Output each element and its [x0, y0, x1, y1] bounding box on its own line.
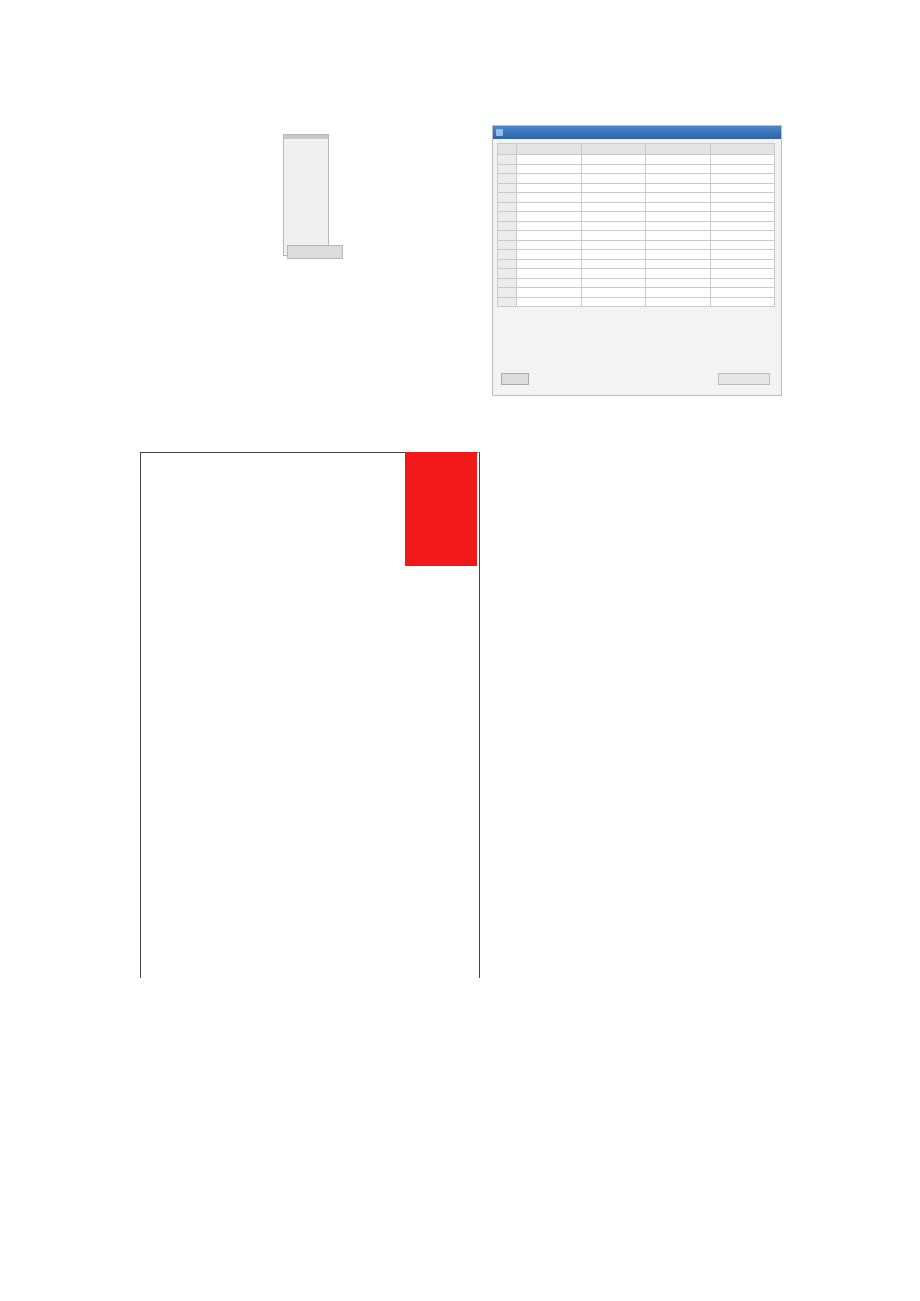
- table-cell[interactable]: [517, 183, 582, 193]
- table-cell[interactable]: [646, 202, 711, 212]
- table-cell[interactable]: [517, 231, 582, 241]
- table-cell[interactable]: [517, 259, 582, 269]
- table-cell[interactable]: [710, 174, 775, 184]
- table-cell[interactable]: [710, 240, 775, 250]
- popup-titlebar: [287, 245, 343, 259]
- table-cell[interactable]: [517, 297, 582, 307]
- table-cell[interactable]: [498, 240, 517, 250]
- table-row[interactable]: [498, 269, 775, 279]
- table-header-cell[interactable]: [498, 144, 517, 155]
- table-cell[interactable]: [498, 202, 517, 212]
- table-row[interactable]: [498, 240, 775, 250]
- table-cell[interactable]: [517, 164, 582, 174]
- table-cell[interactable]: [646, 278, 711, 288]
- dialog-table: [497, 143, 775, 307]
- table-cell[interactable]: [581, 164, 646, 174]
- table-cell[interactable]: [646, 155, 711, 165]
- table-cell[interactable]: [498, 193, 517, 203]
- table-cell[interactable]: [581, 288, 646, 298]
- table-cell[interactable]: [498, 155, 517, 165]
- table-row[interactable]: [498, 259, 775, 269]
- table-cell[interactable]: [710, 202, 775, 212]
- table-cell[interactable]: [710, 183, 775, 193]
- table-cell[interactable]: [710, 231, 775, 241]
- table-cell[interactable]: [581, 250, 646, 260]
- table-cell[interactable]: [517, 193, 582, 203]
- table-cell[interactable]: [646, 183, 711, 193]
- table-row[interactable]: [498, 193, 775, 203]
- table-cell[interactable]: [646, 250, 711, 260]
- table-cell[interactable]: [646, 221, 711, 231]
- table-cell[interactable]: [710, 193, 775, 203]
- table-cell[interactable]: [581, 174, 646, 184]
- table-row[interactable]: [498, 221, 775, 231]
- table-cell[interactable]: [498, 259, 517, 269]
- table-cell[interactable]: [517, 174, 582, 184]
- table-row[interactable]: [498, 183, 775, 193]
- table-cell[interactable]: [517, 240, 582, 250]
- table-header-cell[interactable]: [646, 144, 711, 155]
- table-cell[interactable]: [710, 269, 775, 279]
- table-cell[interactable]: [517, 221, 582, 231]
- table-cell[interactable]: [581, 193, 646, 203]
- table-cell[interactable]: [498, 250, 517, 260]
- table-row[interactable]: [498, 231, 775, 241]
- table-cell[interactable]: [498, 269, 517, 279]
- table-cell[interactable]: [498, 297, 517, 307]
- dialog-screenshot: [492, 125, 782, 396]
- table-cell[interactable]: [710, 297, 775, 307]
- popup-window: [283, 134, 329, 256]
- table-cell[interactable]: [498, 183, 517, 193]
- table-cell[interactable]: [646, 174, 711, 184]
- table-row[interactable]: [498, 297, 775, 307]
- table-cell[interactable]: [646, 212, 711, 222]
- table-cell[interactable]: [581, 297, 646, 307]
- table-header-cell[interactable]: [517, 144, 582, 155]
- table-cell[interactable]: [646, 164, 711, 174]
- table-row[interactable]: [498, 155, 775, 165]
- table-cell[interactable]: [581, 221, 646, 231]
- table-cell[interactable]: [581, 269, 646, 279]
- dialog-title: [493, 126, 781, 139]
- signal-highlight: [405, 452, 477, 566]
- table-row[interactable]: [498, 278, 775, 288]
- ok-button[interactable]: [501, 373, 529, 385]
- window-icon: [496, 129, 503, 136]
- table-cell[interactable]: [581, 155, 646, 165]
- table-cell[interactable]: [710, 164, 775, 174]
- table-cell[interactable]: [498, 164, 517, 174]
- table-cell[interactable]: [581, 183, 646, 193]
- table-row[interactable]: [498, 164, 775, 174]
- table-cell[interactable]: [498, 278, 517, 288]
- table-cell[interactable]: [581, 202, 646, 212]
- side-index-strip: [478, 140, 492, 340]
- table-cell[interactable]: [517, 212, 582, 222]
- table-cell[interactable]: [710, 221, 775, 231]
- table-cell[interactable]: [710, 259, 775, 269]
- table-cell[interactable]: [646, 193, 711, 203]
- table-cell[interactable]: [517, 155, 582, 165]
- table-cell[interactable]: [646, 231, 711, 241]
- table-row[interactable]: [498, 202, 775, 212]
- table-row[interactable]: [498, 250, 775, 260]
- table-cell[interactable]: [710, 288, 775, 298]
- table-row[interactable]: [498, 288, 775, 298]
- table-cell[interactable]: [710, 212, 775, 222]
- table-row[interactable]: [498, 174, 775, 184]
- table-cell[interactable]: [517, 202, 582, 212]
- table-cell[interactable]: [581, 240, 646, 250]
- table-header-cell[interactable]: [710, 144, 775, 155]
- table-cell[interactable]: [498, 288, 517, 298]
- table-cell[interactable]: [517, 278, 582, 288]
- table-cell[interactable]: [498, 212, 517, 222]
- table-cell[interactable]: [710, 278, 775, 288]
- table-cell[interactable]: [498, 221, 517, 231]
- table-cell[interactable]: [646, 259, 711, 269]
- table-cell[interactable]: [710, 155, 775, 165]
- table-cell[interactable]: [581, 212, 646, 222]
- table-cell[interactable]: [581, 259, 646, 269]
- table-cell[interactable]: [646, 240, 711, 250]
- table-cell[interactable]: [646, 269, 711, 279]
- screenshot-log-tree: [150, 122, 478, 394]
- table-cell[interactable]: [646, 288, 711, 298]
- table-header-cell[interactable]: [581, 144, 646, 155]
- table-cell[interactable]: [517, 250, 582, 260]
- table-row[interactable]: [498, 212, 775, 222]
- table-cell[interactable]: [498, 231, 517, 241]
- table-cell[interactable]: [646, 297, 711, 307]
- table-cell[interactable]: [581, 231, 646, 241]
- table-cell[interactable]: [517, 269, 582, 279]
- table-cell[interactable]: [517, 288, 582, 298]
- table-cell[interactable]: [581, 278, 646, 288]
- cancel-apply-button[interactable]: [718, 373, 770, 385]
- table-cell[interactable]: [498, 174, 517, 184]
- table-cell[interactable]: [710, 250, 775, 260]
